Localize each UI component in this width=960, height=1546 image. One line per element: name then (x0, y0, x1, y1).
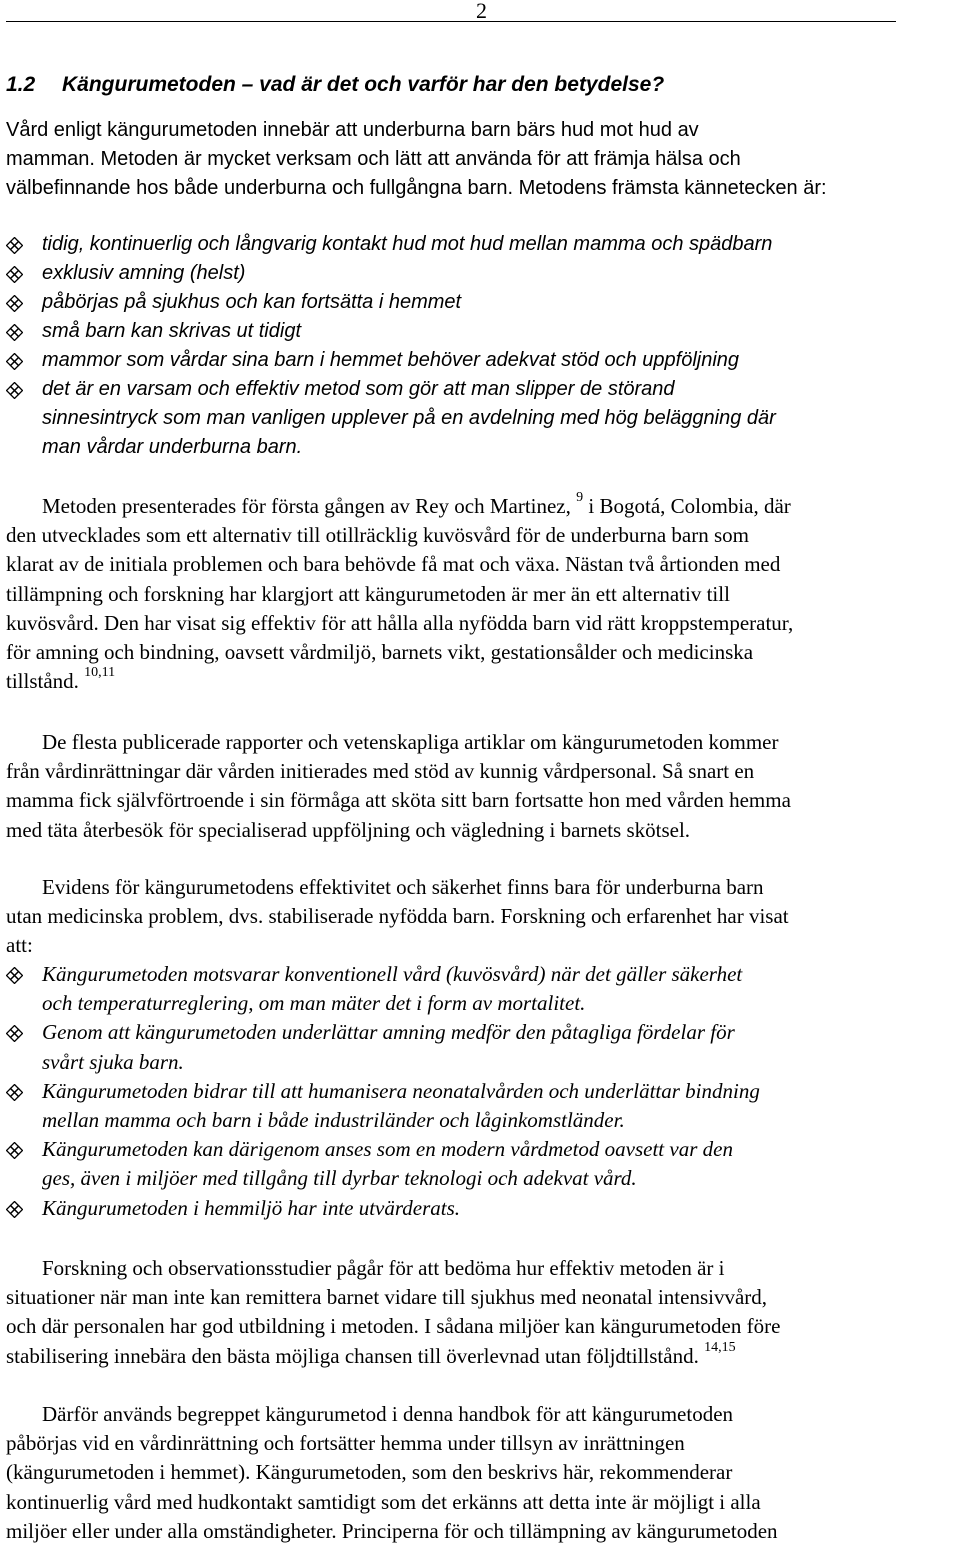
list-item (6, 375, 956, 462)
reports-paragraph (6, 728, 956, 845)
list-item-text: exklusiv amning (helst) (42, 262, 246, 284)
list-item (6, 259, 956, 288)
intro-paragraph: Vård enligt kängurumetoden innebär att underburna barn bärs hud mot hud av mamman. Metoden är mycket verksam och lätt att använda för att främja hälsa och välbefinnande hos både underburna och fullgångna barn. Metodens främsta kännetecken är: (6, 119, 827, 199)
list-item (6, 346, 956, 375)
conclusion-text: Därför används begreppet kängurumetod i denna handbok för att kängurumetoden påbörjas vid en vårdinrättning och fortsätter hemma under tillsyn av inrättningen (kängurumetoden i hemmet). Kängurumetoden, som den beskrivs här, rekommenderar kontinuerlig vård med hudkontakt samtidigt som det erkänns att detta inte är möjligt i alla miljöer eller under alla omständigheter. Principerna för och tillämpning av kängurumetoden (6, 1402, 778, 1543)
findings-list (6, 960, 956, 1223)
list-item (6, 230, 956, 259)
page-number: 2 (476, 0, 487, 23)
evidence-text: Evidens för kängurumetodens effektivitet och säkerhet finns bara för underburna barn utan medicinska problem, dvs. stabiliserade nyfödda barn. Forskning och erfarenhet har visat att: (6, 875, 789, 958)
history-text-1: Metoden presenterades för första gången av Rey och Martinez, (42, 494, 571, 518)
list-item-text: tidig, kontinuerlig och långvarig kontakt hud mot hud mellan mamma och spädbarn (42, 233, 773, 255)
diamond-bullet-icon (6, 295, 23, 312)
history-paragraph (6, 492, 956, 696)
history-text-2: i Bogotá, Colombia, där den utvecklades som ett alternativ till otillräcklig kuvösvård för de underburna barn som klarat av de initiala problemen och bara behövde få mat och växa. Nästan två årtionden med tillämpning och forskning har klargjort att kängurumetoden är mer än ett alternativ till kuvösvård. Den har visat sig effektiv för att hålla alla nyfödda barn vid rätt kroppstemperatur, för amning och bindning, oavsett vårdmiljö, barnets vikt, gestationsålder och medicinska tillstånd. (6, 494, 794, 694)
diamond-bullet-icon (6, 1142, 23, 1159)
list-item-text: det är en varsam och effektiv metod som gör att man slipper de störand sinnesintryck som man vanligen upplever på en avdelning med hög beläggning där man vårdar underburna barn. (42, 378, 776, 458)
section-number: 1.2 (6, 73, 36, 96)
conclusion-paragraph (6, 1400, 956, 1546)
diamond-bullet-icon (6, 1025, 23, 1042)
list-item-text: mammor som vårdar sina barn i hemmet behöver adekvat stöd och uppföljning (42, 349, 740, 371)
section-title: Kängurumetoden – vad är det och varför har den betydelse? (62, 73, 665, 96)
list-item-text: Kängurumetoden i hemmiljö har inte utvärderats. (42, 1195, 461, 1220)
list-item-text: Kängurumetoden kan därigenom anses som en modern vårdmetod oavsett var den ges, även i miljöer med tillgång till dyrbar teknologi och adekvat vård. (42, 1137, 733, 1191)
section-heading (6, 72, 946, 98)
list-item-text: påbörjas på sjukhus och kan fortsätta i hemmet (42, 291, 462, 313)
list-item-text: Genom att kängurumetoden underlättar amning medför den påtagliga fördelar för svårt sjuka barn. (42, 1020, 735, 1074)
list-item (6, 1077, 956, 1135)
header-rule (6, 21, 896, 22)
list-item (6, 1135, 956, 1193)
evidence-paragraph (6, 873, 956, 961)
research-paragraph (6, 1254, 956, 1371)
reference-superscript: 9 (576, 490, 584, 505)
diamond-bullet-icon (6, 353, 23, 370)
list-item (6, 960, 956, 1018)
list-item-text: Kängurumetoden motsvarar konventionell vård (kuvösvård) när det gäller säkerhet och temperaturreglering, om man mäter det i form av mortalitet. (42, 962, 743, 1016)
reports-text: De flesta publicerade rapporter och vetenskapliga artiklar om kängurumetoden kommer från vårdinrättningar där vården initierades med stöd av kunnig vårdpersonal. Så snart en mamma fick självförtroende i sin förmåga att sköta sitt barn fortsatte hon med vården hemma med täta återbesök för specialiserad uppföljning och vägledning i barnets skötsel. (6, 730, 791, 842)
features-list (6, 230, 956, 462)
diamond-bullet-icon (6, 382, 23, 399)
diamond-bullet-icon (6, 967, 23, 984)
list-item (6, 1018, 956, 1076)
list-item-text: små barn kan skrivas ut tidigt (42, 320, 301, 342)
list-item (6, 288, 956, 317)
diamond-bullet-icon (6, 237, 23, 254)
diamond-bullet-icon (6, 266, 23, 283)
reference-superscript: 14,15 (704, 1339, 736, 1355)
diamond-bullet-icon (6, 1201, 23, 1218)
research-text: Forskning och observationsstudier pågår för att bedöma hur effektiv metoden är i situationer när man inte kan remittera barnet vidare till sjukhus med neonatal intensivvård, och där personalen har god utbildning i metoden. I sådana miljöer kan kängurumetoden före stabilisering innebära den bästa möjliga chansen till överlevnad utan följdtillstånd. (6, 1256, 781, 1368)
list-item (6, 1194, 956, 1223)
list-item (6, 317, 956, 346)
list-item-text: Kängurumetoden bidrar till att humanisera neonatalvården och underlättar bindning mellan mamma och barn i både industriländer och låginkomstländer. (42, 1078, 760, 1133)
reference-superscript: 10,11 (84, 665, 116, 681)
diamond-bullet-icon (6, 324, 23, 341)
diamond-bullet-icon (6, 1084, 23, 1101)
